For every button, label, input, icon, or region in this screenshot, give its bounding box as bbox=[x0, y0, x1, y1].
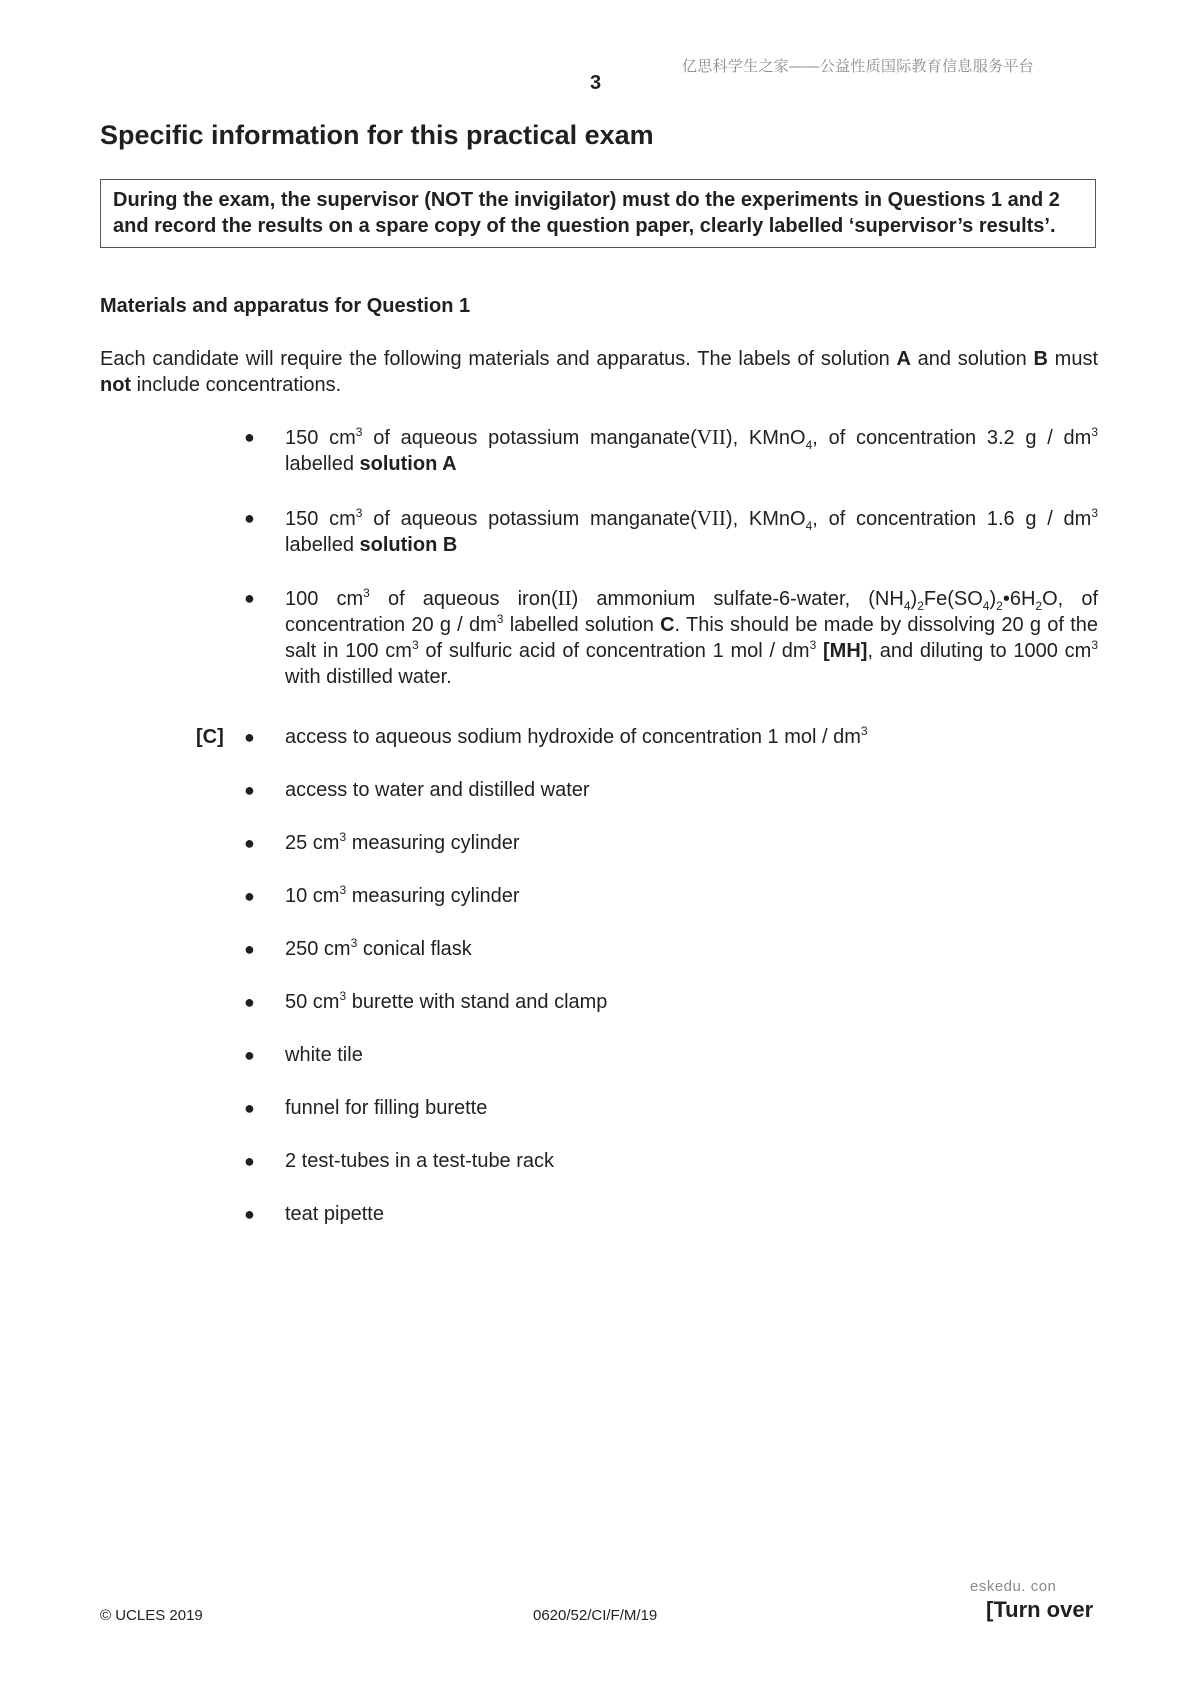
list-item-text: 250 $cm^3$ conical flask bbox=[285, 936, 472, 960]
list-item-text: access to aqueous sodium hydroxide of concentration 1 mol / $dm^3$ bbox=[285, 724, 868, 748]
bullet-icon: ● bbox=[244, 886, 255, 906]
bullet-icon: ● bbox=[244, 1204, 255, 1224]
bullet-icon: ● bbox=[244, 992, 255, 1012]
list-item-text: teat pipette bbox=[285, 1203, 384, 1225]
bullet-icon: ● bbox=[244, 1045, 255, 1065]
bullet-icon: ● bbox=[244, 780, 255, 800]
footer-paper-code: 0620/52/CI/F/M/19 bbox=[533, 1607, 658, 1624]
bullet-icon: ● bbox=[244, 833, 255, 853]
bullet-icon: ● bbox=[244, 508, 255, 528]
list-item-text: 100 $cm^3$ of aqueous iron(II) ammonium sulfate-6-water, $(NH_4)_2Fe(SO_4)_2•6H_2O$, of concentration 20 g / $dm^3$ labelled solution C. This should be made by dissolving 20 g of the salt in 100 $cm^3$ of sulfuric acid of concentration 1 mol / $dm^3$ [MH], and diluting to 1000 $cm^3$ with distilled water. bbox=[285, 586, 1098, 688]
list-item-text: 25 $cm^3$ measuring cylinder bbox=[285, 830, 520, 854]
supervisor-notice-text: During the exam, the supervisor (NOT the invigilator) must do the experiments in Questions 1 and 2 and record the results on a spare copy of the question paper, clearly labelled ‘supervisor’s results’. bbox=[113, 189, 1060, 237]
bullet-icon: ● bbox=[244, 427, 255, 447]
intro-paragraph: Each candidate will require the following materials and apparatus. The labels of solution A and solution B must not include concentrations. bbox=[100, 348, 1098, 396]
section-heading: Materials and apparatus for Question 1 bbox=[100, 295, 471, 317]
turn-over-label: [Turn over bbox=[986, 1597, 1094, 1622]
page-number: 3 bbox=[589, 72, 602, 94]
list-item-text: 50 $cm^3$ burette with stand and clamp bbox=[285, 989, 608, 1013]
footer-copyright: © UCLES 2019 bbox=[100, 1607, 203, 1624]
bullet-icon: ● bbox=[244, 727, 255, 747]
list-item-text: 2 test-tubes in a test-tube rack bbox=[285, 1150, 555, 1172]
supervisor-notice-box bbox=[100, 179, 1096, 248]
list-item-text: white tile bbox=[285, 1044, 363, 1066]
list-item-text: funnel for filling burette bbox=[285, 1097, 488, 1119]
page-title: Specific information for this practical exam bbox=[100, 120, 654, 150]
list-item-text: 150 $cm^3$ of aqueous potassium manganate(VII), KMnO$_4$, of concentration 3.2 g / $dm^3$ labelled solution A bbox=[285, 425, 1099, 475]
bullet-icon: ● bbox=[244, 588, 255, 608]
hazard-mark: [C] bbox=[196, 726, 224, 748]
list-item-text: 150 $cm^3$ of aqueous potassium manganate(VII), KMnO$_4$, of concentration 1.6 g / $dm^3$ labelled solution B bbox=[285, 506, 1099, 556]
list-item-text: access to water and distilled water bbox=[285, 779, 590, 801]
list-item-text: 10 $cm^3$ measuring cylinder bbox=[285, 883, 520, 907]
header-watermark: 亿思科学生之家——公益性质国际教育信息服务平台 bbox=[682, 58, 1034, 75]
bullet-icon: ● bbox=[244, 1151, 255, 1171]
footer-watermark: eskedu. con bbox=[970, 1578, 1057, 1595]
bullet-icon: ● bbox=[244, 939, 255, 959]
bullet-icon: ● bbox=[244, 1098, 255, 1118]
